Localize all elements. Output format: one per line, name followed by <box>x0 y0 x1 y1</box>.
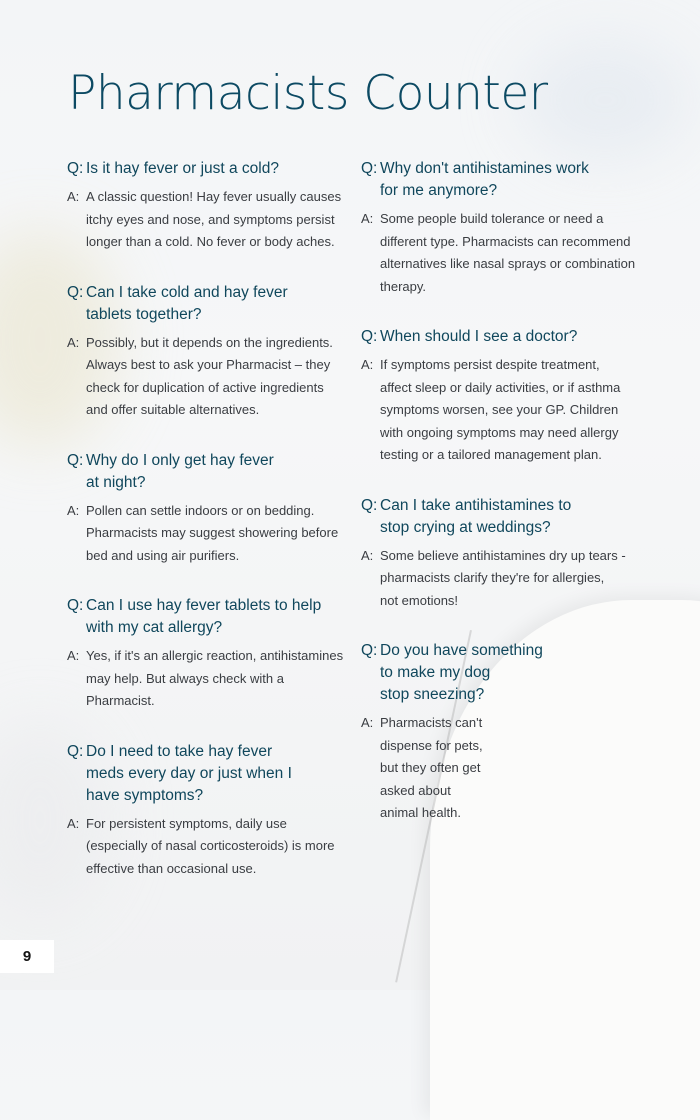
answer: A: Some people build tolerance or need a different type. Pharmacists can recommend alternatives like nasal sprays or combination therapy. <box>361 211 636 294</box>
answer: A: Some believe antihistamines dry up tears - pharmacists clarify they're for allergies, not emotions! <box>361 547 626 608</box>
question: Q: Is it hay fever or just a cold? <box>67 160 279 177</box>
question: Q: Do you have something to make my dog stop sneezing? <box>361 642 543 703</box>
qa-item <box>67 741 352 881</box>
qa-item <box>361 158 651 298</box>
question: Q: Can I take antihistamines to stop crying at weddings? <box>361 496 572 536</box>
question: Q: Why don't antihistamines work for me anymore? <box>361 160 589 199</box>
answer: A: Possibly, but it depends on the ingredients. Always best to ask your Pharmacist – they check for duplication of active ingredients and offer suitable alternatives. <box>67 334 333 417</box>
qa-item <box>67 158 352 254</box>
answer: A: Pharmacists can't dispense for pets, but they often get asked about animal health. <box>361 715 483 820</box>
answer: A: If symptoms persist despite treatment, affect sleep or daily activities, or if asthma symptoms worsen, see your GP. Children with ongoing symptoms may need allergy testing or a tailored management plan. <box>361 357 621 462</box>
answer: A: Pollen can settle indoors or on bedding. Pharmacists may suggest showering before bed and using air purifiers. <box>67 502 339 563</box>
question: Q: Why do I only get hay fever at night? <box>67 451 274 491</box>
question: Q: Can I use hay fever tablets to help with my cat allergy? <box>67 597 322 636</box>
page-number: 9 <box>0 940 54 973</box>
answer: A: For persistent symptoms, daily use (especially of nasal corticosteroids) is more effective than occasional use. <box>67 815 335 876</box>
qa-item <box>67 450 352 568</box>
question: Q: When should I see a doctor? <box>361 328 578 345</box>
question: Q: Do I need to take hay fever meds every day or just when I have symptoms? <box>67 742 292 804</box>
qa-item <box>361 640 651 825</box>
qa-item <box>361 495 651 613</box>
qa-item <box>67 595 352 713</box>
question: Q: Can I take cold and hay fever tablets together? <box>67 283 288 323</box>
qa-item <box>67 282 352 422</box>
qa-item <box>361 326 651 467</box>
page-title: Pharmacists Counter <box>68 66 548 121</box>
left-column <box>67 158 352 908</box>
answer: A: Yes, if it's an allergic reaction, antihistamines may help. But always check with a Pharmacist. <box>67 648 344 708</box>
right-column <box>361 158 651 853</box>
answer: A: A classic question! Hay fever usually causes itchy eyes and nose, and symptoms persist longer than a cold. No fever or body aches. <box>67 189 342 249</box>
